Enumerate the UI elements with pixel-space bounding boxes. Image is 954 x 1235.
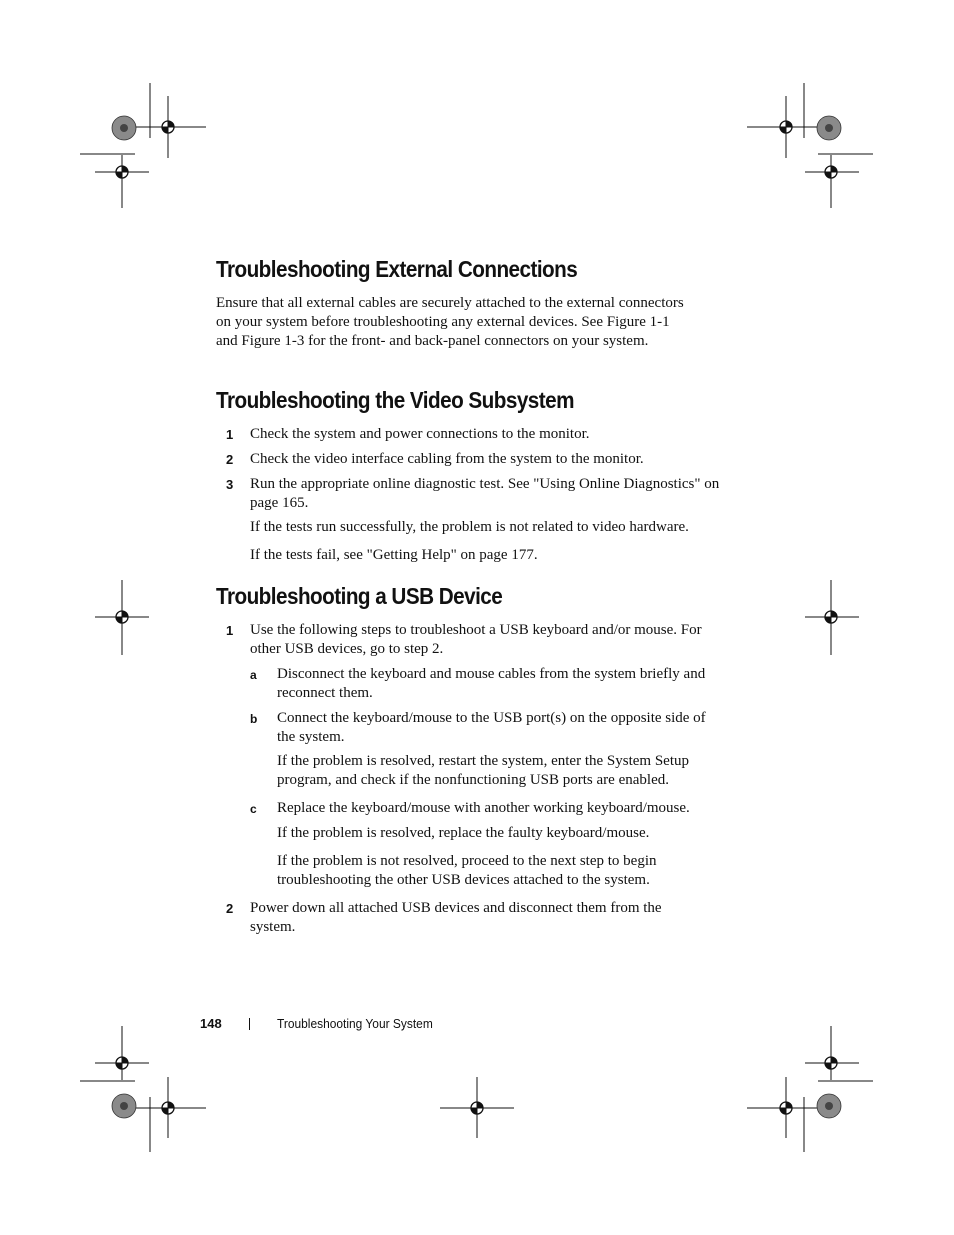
substep-letter: a <box>250 668 257 682</box>
section-heading-usb-device: Troubleshooting a USB Device <box>216 583 503 609</box>
step-note: If the tests fail, see "Getting Help" on page 177. <box>250 547 538 563</box>
section-heading-external-connections: Troubleshooting External Connections <box>216 256 578 282</box>
step-text: Check the system and power connections to the monitor. <box>250 426 590 442</box>
external-connections-paragraph: Ensure that all external cables are securely attached to the external connectors on your system before troubleshooting any external devices. See Figure 1-1 and Figure 1-3 for the front- and back-panel connectors on your system. <box>216 295 684 349</box>
step-text: Power down all attached USB devices and disconnect them from the system. <box>250 900 662 935</box>
substep-note: If the problem is resolved, restart the system, enter the System Setup program, and check if the nonfunctioning USB ports are enabled. <box>277 753 689 788</box>
substep-letter: b <box>250 712 258 726</box>
substep-text: Disconnect the keyboard and mouse cables from the system briefly and reconnect them. <box>277 666 706 701</box>
step-text: Use the following steps to troubleshoot a USB keyboard and/or mouse. For other USB devices, go to step 2. <box>250 622 702 657</box>
step-number: 3 <box>226 477 234 492</box>
substep-note: If the problem is not resolved, proceed to the next step to begin troubleshooting the other USB devices attached to the system. <box>277 853 657 888</box>
step-number: 1 <box>226 427 234 442</box>
footer-divider <box>249 1018 250 1030</box>
substep-text: Connect the keyboard/mouse to the USB port(s) on the opposite side of the system. <box>277 710 706 745</box>
footer-title: Troubleshooting Your System <box>277 1016 433 1031</box>
step-number: 1 <box>226 623 234 638</box>
step-text: Run the appropriate online diagnostic test. See "Using Online Diagnostics" on page 165. <box>250 476 720 511</box>
substep-note: If the problem is resolved, replace the faulty keyboard/mouse. <box>277 825 650 841</box>
substep-text: Replace the keyboard/mouse with another working keyboard/mouse. <box>277 800 690 816</box>
step-number: 2 <box>226 452 234 467</box>
substep-letter: c <box>250 802 257 816</box>
step-text: Check the video interface cabling from the system to the monitor. <box>250 451 644 467</box>
step-note: If the tests run successfully, the problem is not related to video hardware. <box>250 519 689 535</box>
step-number: 2 <box>226 901 234 916</box>
section-heading-video-subsystem: Troubleshooting the Video Subsystem <box>216 387 574 413</box>
page-number: 148 <box>200 1016 222 1031</box>
